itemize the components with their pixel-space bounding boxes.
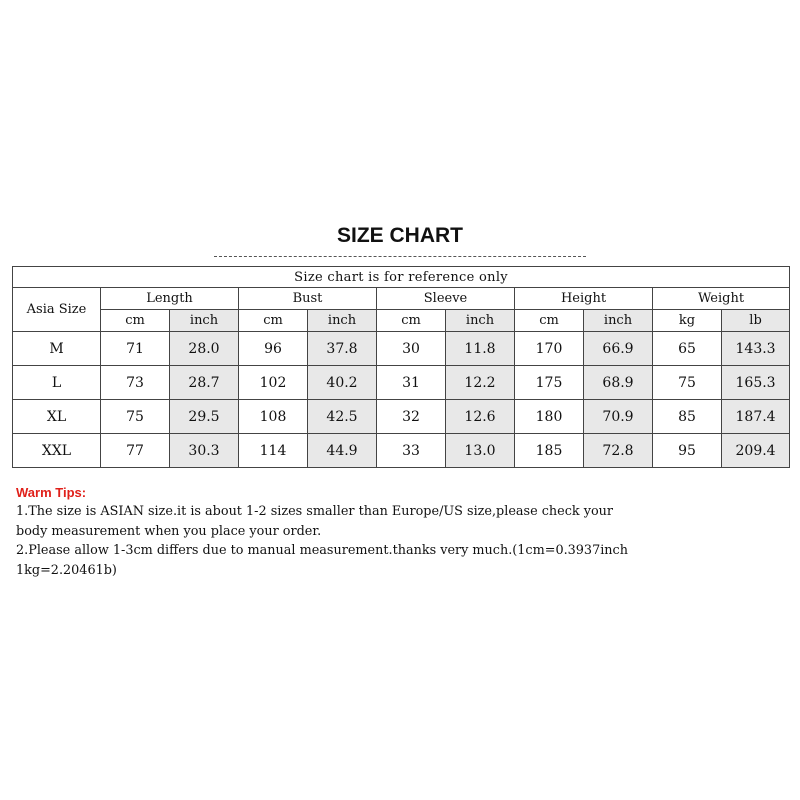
table-cell: 42.5: [308, 400, 377, 434]
warm-tips: [16, 484, 792, 580]
title-divider: [214, 256, 586, 257]
table-cell: 28.7: [170, 366, 239, 400]
table-cell: 12.2: [446, 366, 515, 400]
table-cell: 28.0: [170, 332, 239, 366]
table-cell: 29.5: [170, 400, 239, 434]
unit-header: cm: [239, 310, 308, 332]
table-cell: 165.3: [722, 366, 790, 400]
group-header: Bust: [239, 288, 377, 310]
size-label: XXL: [13, 434, 101, 468]
table-cell: 75: [101, 400, 170, 434]
size-header: Asia Size: [13, 288, 101, 332]
table-cell: 13.0: [446, 434, 515, 468]
table-cell: 72.8: [584, 434, 653, 468]
table-cell: 114: [239, 434, 308, 468]
size-label: XL: [13, 400, 101, 434]
unit-header: inch: [446, 310, 515, 332]
unit-header: cm: [101, 310, 170, 332]
unit-header: inch: [170, 310, 239, 332]
table-row: [13, 400, 790, 434]
table-cell: 77: [101, 434, 170, 468]
tip-line: 2.Please allow 1-3cm differs due to manual measurement.thanks very much.(1cm=0.3937inch: [16, 543, 628, 558]
reference-note: Size chart is for reference only: [13, 267, 790, 288]
table-cell: 12.6: [446, 400, 515, 434]
table-row: [13, 366, 790, 400]
table-cell: 40.2: [308, 366, 377, 400]
table-cell: 96: [239, 332, 308, 366]
group-header: Height: [515, 288, 653, 310]
table-cell: 85: [653, 400, 722, 434]
reference-note-row: [13, 267, 790, 288]
group-header: Length: [101, 288, 239, 310]
table-cell: 32: [377, 400, 446, 434]
table-cell: 102: [239, 366, 308, 400]
table-cell: 143.3: [722, 332, 790, 366]
unit-header: kg: [653, 310, 722, 332]
page-title: SIZE CHART: [337, 224, 463, 247]
table-cell: 108: [239, 400, 308, 434]
unit-header: cm: [377, 310, 446, 332]
table-cell: 95: [653, 434, 722, 468]
table-cell: 65: [653, 332, 722, 366]
table-cell: 170: [515, 332, 584, 366]
table-cell: 187.4: [722, 400, 790, 434]
table-cell: 44.9: [308, 434, 377, 468]
table-cell: 33: [377, 434, 446, 468]
unit-header: lb: [722, 310, 790, 332]
table-cell: 68.9: [584, 366, 653, 400]
unit-header: inch: [584, 310, 653, 332]
warm-tips-title: Warm Tips:: [16, 485, 87, 500]
table-cell: 31: [377, 366, 446, 400]
table-cell: 71: [101, 332, 170, 366]
table-row: [13, 332, 790, 366]
tip-line: body measurement when you place your order.: [16, 523, 322, 539]
table-row: [13, 434, 790, 468]
table-cell: 30: [377, 332, 446, 366]
table-cell: 185: [515, 434, 584, 468]
tip-line: 1kg=2.20461b): [16, 562, 117, 578]
size-label: M: [13, 332, 101, 366]
table-cell: 11.8: [446, 332, 515, 366]
table-cell: 37.8: [308, 332, 377, 366]
group-header-row: [13, 288, 790, 310]
table-cell: 30.3: [170, 434, 239, 468]
table-cell: 75: [653, 366, 722, 400]
table-cell: 180: [515, 400, 584, 434]
unit-header: inch: [308, 310, 377, 332]
table-cell: 73: [101, 366, 170, 400]
size-chart-table: [12, 266, 790, 468]
table-cell: 209.4: [722, 434, 790, 468]
table-cell: 66.9: [584, 332, 653, 366]
unit-header-row: [13, 310, 790, 332]
tip-line: 1.The size is ASIAN size.it is about 1-2 sizes smaller than Europe/US size,please check your: [16, 504, 614, 519]
size-label: L: [13, 366, 101, 400]
table-cell: 175: [515, 366, 584, 400]
group-header: Weight: [653, 288, 790, 310]
group-header: Sleeve: [377, 288, 515, 310]
table-cell: 70.9: [584, 400, 653, 434]
unit-header: cm: [515, 310, 584, 332]
